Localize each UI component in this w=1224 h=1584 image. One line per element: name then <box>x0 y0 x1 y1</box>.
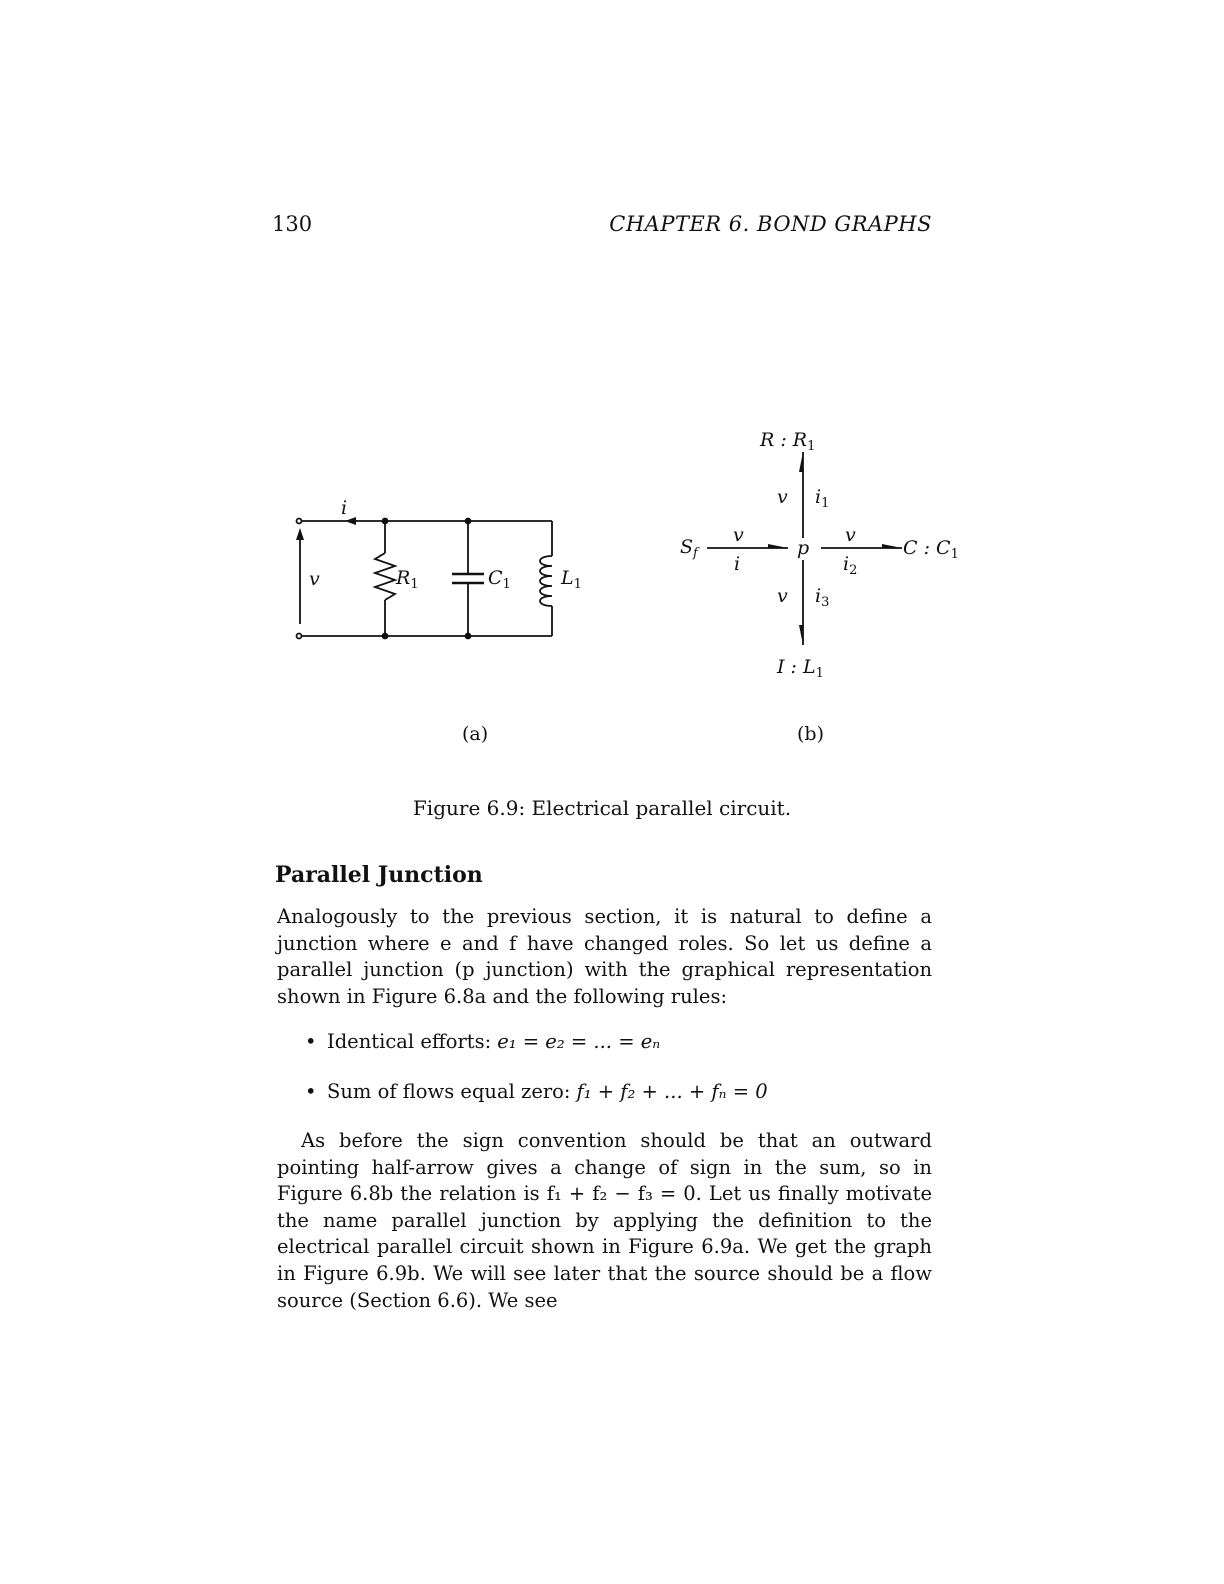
voltage-label: v <box>309 568 320 590</box>
resistor-label: $R_1$ <box>396 567 419 592</box>
running-head: CHAPTER 6. BOND GRAPHS <box>609 212 932 236</box>
list-item-formula: e₁ = e₂ = ... = eₙ <box>497 1030 661 1053</box>
flow-label: $i_2$ <box>843 553 858 578</box>
flow-label: i <box>734 553 741 575</box>
effort-label: v <box>733 524 744 546</box>
resistor-element-label: R : $R_1$ <box>760 429 816 454</box>
body-paragraph: As before the sign convention should be that an outward pointing half-arrow gives a change of sign in the sum, so in Figure 6.8b the relation is f₁ + f₂ − f₃ = 0. Let us finally motivate the name parallel junction by applying the definition to the electrical parallel circuit shown in Figure 6.9a. We get the graph in Figure 6.9b. We will see later that the source should be a flow source (Section 6.6). We see <box>277 1129 932 1312</box>
panel-a-label: (a) <box>462 723 489 745</box>
panel-b-label: (b) <box>797 723 824 745</box>
bullet-icon: • <box>305 1080 317 1103</box>
flow-label: $i_3$ <box>815 585 830 610</box>
circuit-labels <box>309 497 582 745</box>
effort-label: v <box>777 585 788 607</box>
effort-label: v <box>777 486 788 508</box>
current-label: i <box>341 497 348 519</box>
page-number: 130 <box>272 212 313 236</box>
effort-label: v <box>845 524 856 546</box>
capacitor-element-label: C : $C_1$ <box>903 537 959 562</box>
bullet-icon: • <box>305 1030 317 1053</box>
half-arrow <box>799 452 803 472</box>
list-item-text: Identical efforts: <box>327 1030 492 1053</box>
half-arrow <box>882 544 902 548</box>
capacitor-label: $C_1$ <box>488 567 511 592</box>
terminal-bottom <box>297 634 302 639</box>
inductor-label: $L_1$ <box>561 567 582 592</box>
inductor-symbol <box>540 556 552 606</box>
body-paragraph: Analogously to the previous section, it is natural to define a junction where e and f have changed roles. So let us define a parallel junction (p junction) with the graphical representation shown in Figure 6.8a and the following rules: <box>277 905 932 1008</box>
rules-list <box>305 1030 768 1130</box>
junction-label: p <box>797 537 810 559</box>
figure-caption: Figure 6.9: Electrical parallel circuit. <box>412 796 792 820</box>
resistor-symbol <box>375 553 395 600</box>
inductor-element-label: I : $L_1$ <box>777 656 824 681</box>
section-heading: Parallel Junction <box>275 862 483 888</box>
half-arrow <box>768 544 788 548</box>
circuit-diagram <box>296 517 552 639</box>
list-item-formula: f₁ + f₂ + ... + fₙ = 0 <box>576 1080 768 1103</box>
list-item-text: Sum of flows equal zero: <box>327 1080 571 1103</box>
bond-graph-labels <box>680 429 959 745</box>
terminal-top <box>297 519 302 524</box>
list-item <box>305 1080 768 1130</box>
source-label: $S_f$ <box>680 536 698 561</box>
flow-label: $i_1$ <box>815 486 830 511</box>
half-arrow <box>799 625 803 645</box>
figure-6-9 <box>0 0 1224 790</box>
list-item <box>305 1030 768 1080</box>
voltage-arrowhead <box>296 528 304 540</box>
